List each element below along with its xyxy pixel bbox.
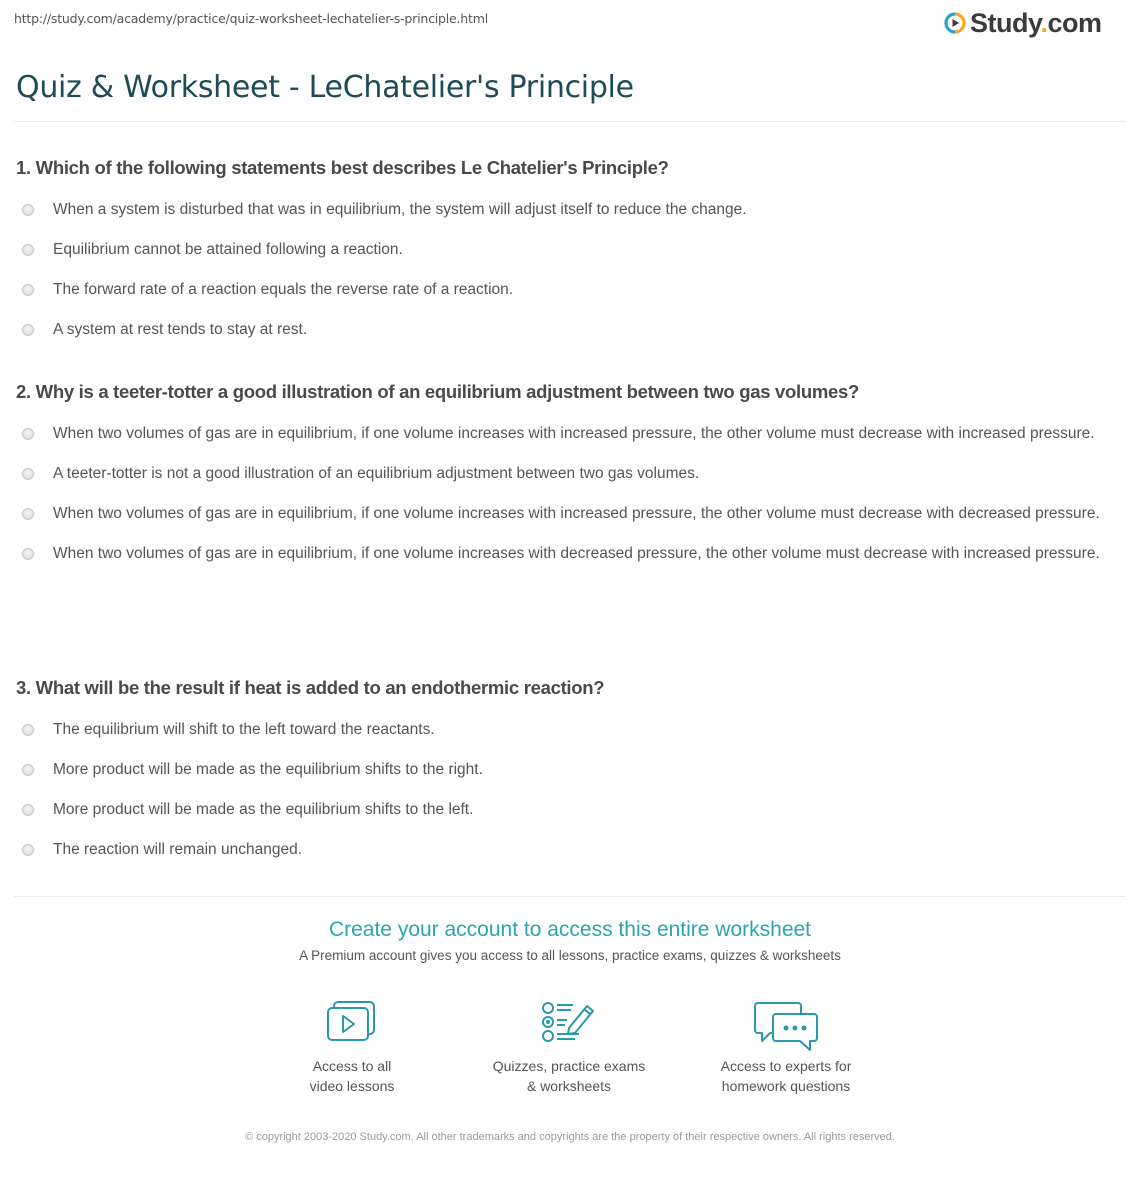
radio-button[interactable] <box>22 468 34 480</box>
radio-button[interactable] <box>22 764 34 776</box>
answer-text: The equilibrium will shift to the left toward the reactants. <box>53 721 435 738</box>
radio-button[interactable] <box>22 244 34 256</box>
answer-text: When two volumes of gas are in equilibrium, if one volume increases with decreased pressure, the other volume must decrease with increased pressure. <box>53 545 1100 562</box>
answer-options <box>16 198 1126 342</box>
question-title: 2. Why is a teeter-totter a good illustration of an equilibrium adjustment between two gas volumes? <box>16 381 859 402</box>
feature-label: homework questions <box>721 1078 851 1094</box>
answer-options <box>16 718 1126 862</box>
question-3 <box>16 676 1126 878</box>
answer-options <box>16 422 1126 566</box>
answer-option[interactable] <box>16 718 1126 742</box>
radio-button[interactable] <box>22 724 34 736</box>
feature-label: Access to all <box>312 1058 392 1074</box>
answer-text: The forward rate of a reaction equals the reverse rate of a reaction. <box>53 281 514 298</box>
radio-button[interactable] <box>22 428 34 440</box>
answer-text: The reaction will remain unchanged. <box>53 841 302 858</box>
answer-option[interactable] <box>16 758 1126 782</box>
answer-text: When two volumes of gas are in equilibrium, if one volume increases with increased pressure, the other volume must decrease with decreased pressure. <box>53 505 1100 522</box>
question-title: 1. Which of the following statements best describes Le Chatelier's Principle? <box>16 157 669 178</box>
radio-button[interactable] <box>22 548 34 560</box>
answer-option[interactable] <box>16 278 1126 302</box>
question-title: 3. What will be the result if heat is added to an endothermic reaction? <box>16 677 605 698</box>
answer-text: A system at rest tends to stay at rest. <box>53 321 308 338</box>
answer-text: More product will be made as the equilibrium shifts to the left. <box>53 801 474 818</box>
answer-option[interactable] <box>16 462 1126 486</box>
answer-option[interactable] <box>16 198 1126 222</box>
url-text: http://study.com/academy/practice/quiz-worksheet-lechatelier-s-principle.html <box>14 11 488 26</box>
feature-quizzes <box>459 1000 679 1096</box>
logo-text: Study.com <box>970 8 1102 38</box>
feature-label: & worksheets <box>526 1078 612 1094</box>
answer-option[interactable] <box>16 502 1126 526</box>
divider <box>14 896 1126 897</box>
video-lessons-icon <box>326 1000 378 1044</box>
feature-experts <box>676 1000 896 1096</box>
feature-label: Quizzes, practice exams <box>492 1058 646 1074</box>
answer-text: When two volumes of gas are in equilibrium, if one volume increases with increased pressure, the other volume must decrease with increased pressure. <box>53 425 1095 442</box>
play-circle-icon <box>944 12 966 34</box>
answer-option[interactable] <box>16 238 1126 262</box>
feature-label: Access to experts for <box>720 1058 852 1074</box>
create-account-link[interactable]: Create your account to access this entire worksheet <box>328 918 812 941</box>
study-logo[interactable] <box>944 8 1102 38</box>
page-title: Quiz & Worksheet - LeChatelier's Principle <box>16 70 634 105</box>
radio-button[interactable] <box>22 324 34 336</box>
radio-button[interactable] <box>22 204 34 216</box>
radio-button[interactable] <box>22 508 34 520</box>
feature-label: video lessons <box>309 1078 395 1094</box>
answer-option[interactable] <box>16 838 1126 862</box>
answer-text: More product will be made as the equilibrium shifts to the right. <box>53 761 483 778</box>
quiz-checklist-icon <box>541 1000 597 1044</box>
answer-option[interactable] <box>16 798 1126 822</box>
answer-option[interactable] <box>16 542 1126 566</box>
feature-video-lessons <box>242 1000 462 1096</box>
chat-bubbles-icon <box>754 1000 818 1052</box>
divider <box>14 121 1126 122</box>
radio-button[interactable] <box>22 804 34 816</box>
question-2 <box>16 380 1126 582</box>
answer-option[interactable] <box>16 422 1126 446</box>
answer-text: When a system is disturbed that was in equilibrium, the system will adjust itself to reduce the change. <box>53 201 747 218</box>
radio-button[interactable] <box>22 844 34 856</box>
answer-text: A teeter-totter is not a good illustration of an equilibrium adjustment between two gas volumes. <box>53 465 700 482</box>
question-1 <box>16 156 1126 358</box>
answer-option[interactable] <box>16 318 1126 342</box>
answer-text: Equilibrium cannot be attained following a reaction. <box>53 241 403 258</box>
radio-button[interactable] <box>22 284 34 296</box>
cta-subtitle: A Premium account gives you access to all lessons, practice exams, quizzes & worksheets <box>299 948 841 963</box>
copyright-text: © copyright 2003-2020 Study.com. All other trademarks and copyrights are the property of their respective owners. All rights reserved. <box>245 1131 895 1143</box>
